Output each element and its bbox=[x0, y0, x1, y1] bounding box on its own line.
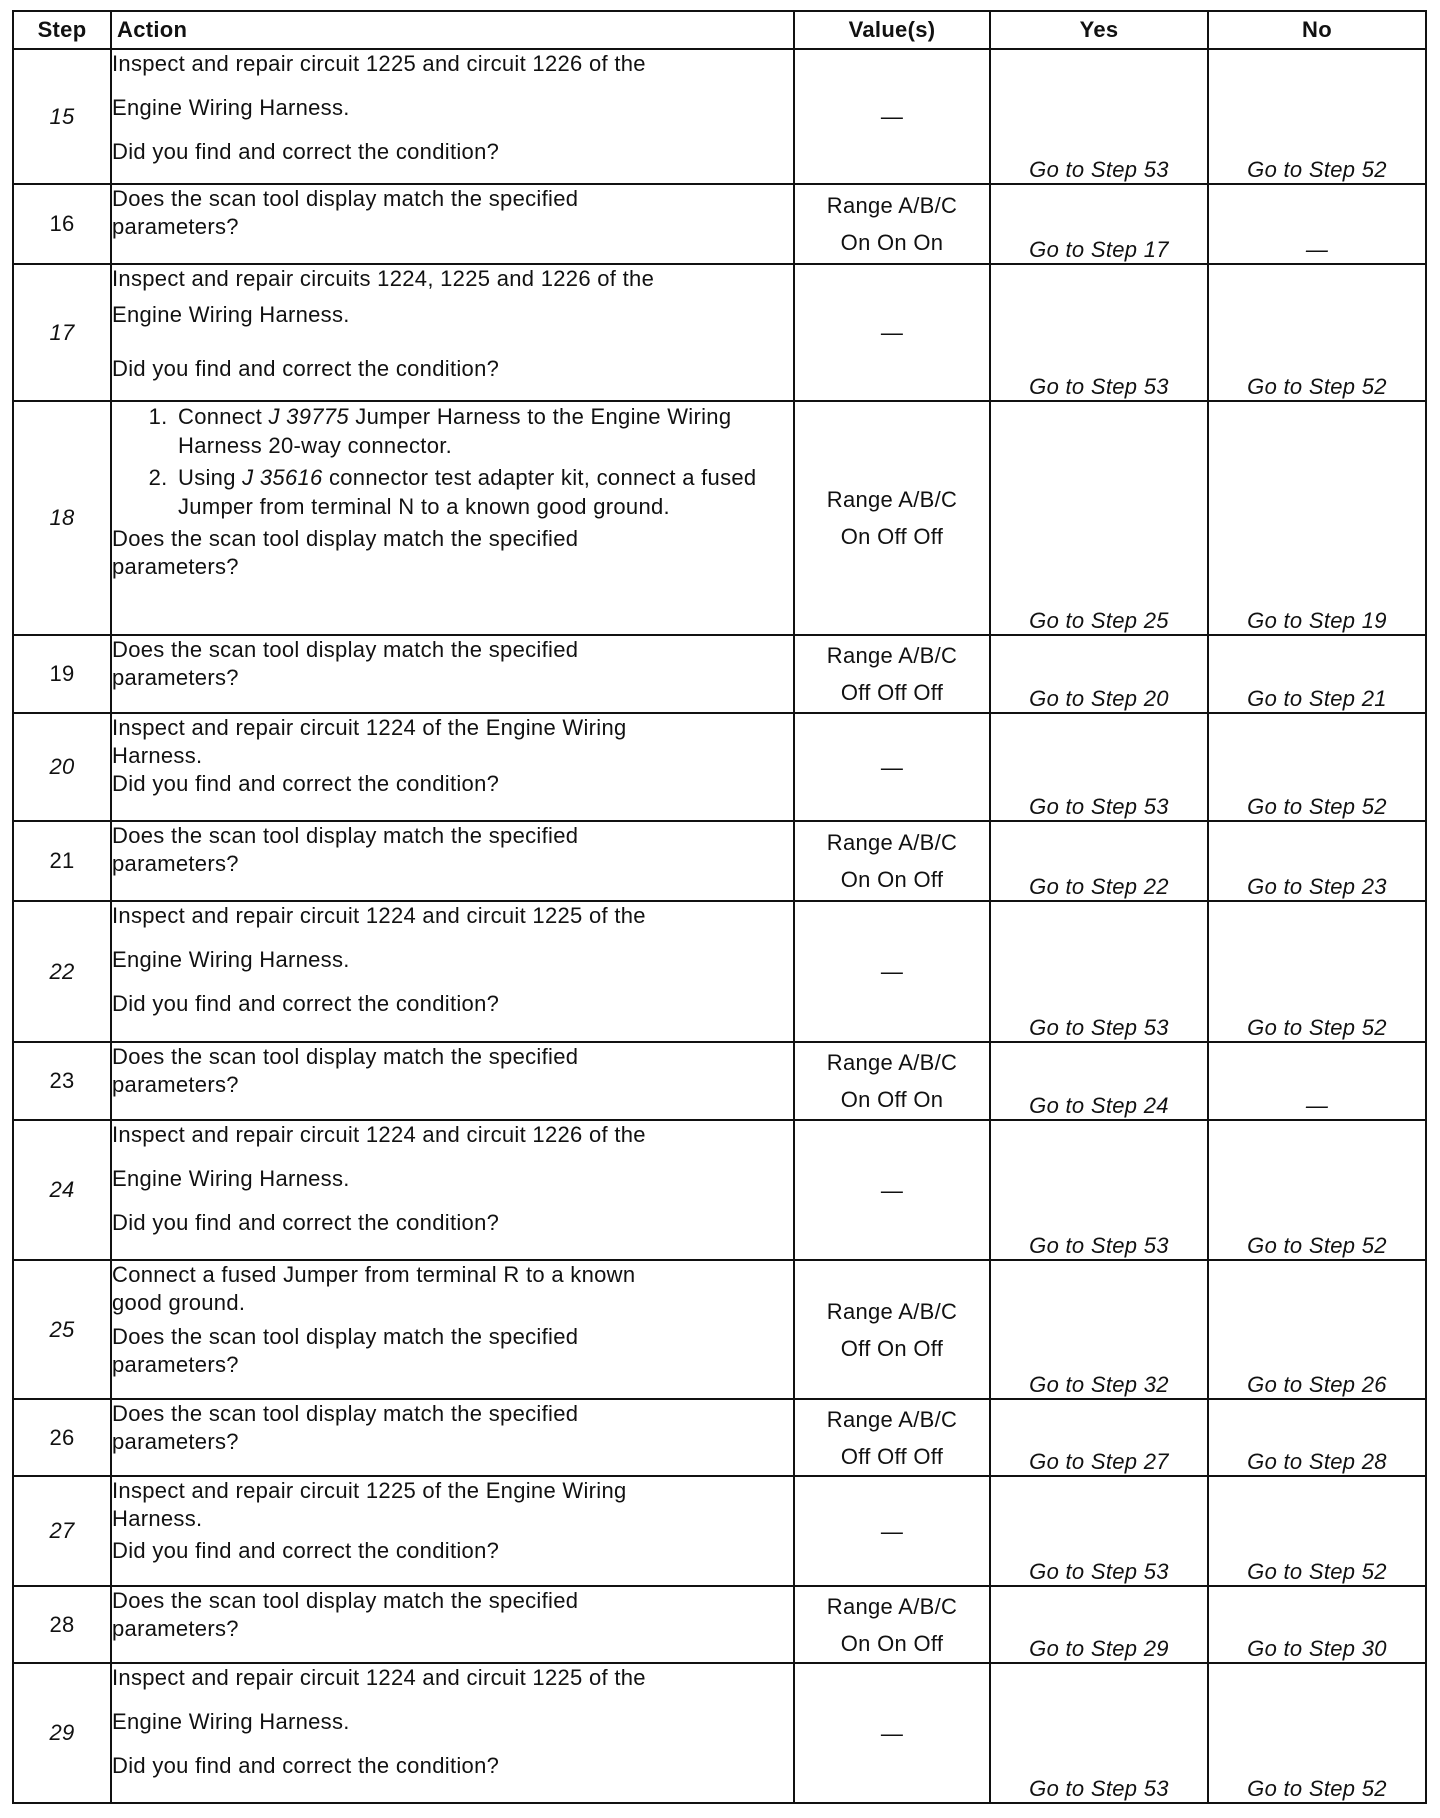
step-number: 20 bbox=[13, 713, 111, 821]
table-row bbox=[13, 49, 1426, 184]
action-question: Did you find and correct the condition? bbox=[112, 139, 500, 164]
yes-goto: Go to Step 29 bbox=[990, 1586, 1208, 1663]
values-cell bbox=[794, 713, 990, 821]
action-question: Does the scan tool display match the specified parameters? bbox=[112, 823, 579, 876]
yes-goto: Go to Step 53 bbox=[990, 1120, 1208, 1260]
values-cell bbox=[794, 1663, 990, 1803]
no-goto: — bbox=[1208, 1042, 1426, 1120]
tool-name: J 39775 bbox=[268, 404, 349, 429]
table-row bbox=[13, 1663, 1426, 1803]
value-range: Range A/B/C bbox=[826, 643, 958, 668]
action-question: Did you find and correct the condition? bbox=[112, 356, 500, 381]
action-text: Inspect and repair circuit 1224 of the Engine Wiring Harness. bbox=[112, 715, 627, 768]
yes-goto: Go to Step 22 bbox=[990, 821, 1208, 901]
action-text: Engine Wiring Harness. bbox=[112, 1709, 350, 1734]
table-row bbox=[13, 1042, 1426, 1120]
step-number: 15 bbox=[13, 49, 111, 184]
values-cell bbox=[794, 901, 990, 1042]
table-row bbox=[13, 1399, 1426, 1476]
action-text: Inspect and repair circuit 1225 of the Engine Wiring Harness. bbox=[112, 1478, 627, 1531]
diagnostic-table bbox=[12, 10, 1427, 1804]
value-dash: — bbox=[880, 1177, 904, 1203]
action-text: Inspect and repair circuit 1224 and circuit 1225 of the bbox=[112, 903, 646, 928]
value-state: Off On Off bbox=[840, 1335, 944, 1361]
values-cell bbox=[794, 401, 990, 635]
value-state: On On Off bbox=[840, 867, 944, 892]
action-question: Did you find and correct the condition? bbox=[112, 1210, 500, 1235]
value-dash: — bbox=[880, 754, 904, 780]
action-question: Does the scan tool display match the specified parameters? bbox=[112, 637, 579, 690]
yes-goto: Go to Step 25 bbox=[990, 401, 1208, 635]
no-goto: Go to Step 28 bbox=[1208, 1399, 1426, 1476]
values-cell bbox=[794, 1042, 990, 1120]
yes-goto: Go to Step 20 bbox=[990, 635, 1208, 713]
action-question: Does the scan tool display match the specified parameters? bbox=[112, 526, 579, 579]
action-cell bbox=[111, 1476, 794, 1586]
action-text: Connect a fused Jumper from terminal R to a known good ground. bbox=[112, 1262, 636, 1315]
yes-goto: Go to Step 53 bbox=[990, 901, 1208, 1042]
yes-goto: Go to Step 53 bbox=[990, 49, 1208, 184]
no-goto: Go to Step 23 bbox=[1208, 821, 1426, 901]
no-goto: Go to Step 52 bbox=[1208, 1120, 1426, 1260]
header-step: Step bbox=[13, 11, 111, 49]
tool-name: J 35616 bbox=[242, 465, 323, 490]
value-dash: — bbox=[880, 104, 904, 129]
values-cell bbox=[794, 1120, 990, 1260]
no-goto: Go to Step 52 bbox=[1208, 901, 1426, 1042]
instruction-item: 2. Using J 35616 connector test adapter kit, connect a fused Jumper from terminal N to a known good ground. bbox=[174, 463, 793, 521]
step-number: 17 bbox=[13, 264, 111, 401]
yes-goto: Go to Step 53 bbox=[990, 1663, 1208, 1803]
step-number: 27 bbox=[13, 1476, 111, 1586]
values-cell bbox=[794, 1399, 990, 1476]
value-range: Range A/B/C bbox=[826, 830, 958, 855]
action-question: Did you find and correct the condition? bbox=[112, 771, 500, 796]
value-range: Range A/B/C bbox=[826, 1406, 958, 1432]
action-cell bbox=[111, 821, 794, 901]
no-goto: Go to Step 52 bbox=[1208, 1663, 1426, 1803]
no-goto: — bbox=[1208, 184, 1426, 264]
action-question: Does the scan tool display match the specified parameters? bbox=[112, 1324, 579, 1377]
no-goto: Go to Step 52 bbox=[1208, 49, 1426, 184]
no-goto: Go to Step 21 bbox=[1208, 635, 1426, 713]
header-values: Value(s) bbox=[794, 11, 990, 49]
instruction-list bbox=[112, 402, 793, 521]
values-cell bbox=[794, 821, 990, 901]
value-state: Off Off Off bbox=[840, 680, 944, 705]
yes-goto: Go to Step 53 bbox=[990, 264, 1208, 401]
no-goto: Go to Step 52 bbox=[1208, 713, 1426, 821]
action-cell bbox=[111, 635, 794, 713]
table-row bbox=[13, 713, 1426, 821]
action-question: Does the scan tool display match the specified parameters? bbox=[112, 1401, 579, 1454]
action-text: Engine Wiring Harness. bbox=[112, 1166, 350, 1191]
header-no: No bbox=[1208, 11, 1426, 49]
action-question: Does the scan tool display match the specified parameters? bbox=[112, 186, 579, 239]
action-cell bbox=[111, 1042, 794, 1120]
values-cell bbox=[794, 1260, 990, 1399]
values-cell bbox=[794, 1476, 990, 1586]
action-text: Engine Wiring Harness. bbox=[112, 302, 350, 327]
action-cell bbox=[111, 49, 794, 184]
instruction-item: 1. Connect J 39775 Jumper Harness to the Engine Wiring Harness 20-way connector. bbox=[174, 402, 793, 460]
value-state: On Off Off bbox=[840, 524, 944, 549]
yes-goto: Go to Step 53 bbox=[990, 713, 1208, 821]
value-range: Range A/B/C bbox=[826, 487, 958, 512]
action-cell bbox=[111, 1120, 794, 1260]
value-range: Range A/B/C bbox=[826, 1050, 958, 1075]
values-cell bbox=[794, 264, 990, 401]
step-number: 18 bbox=[13, 401, 111, 635]
action-question: Does the scan tool display match the specified parameters? bbox=[112, 1044, 579, 1097]
action-cell bbox=[111, 1399, 794, 1476]
values-cell bbox=[794, 49, 990, 184]
step-number: 22 bbox=[13, 901, 111, 1042]
yes-goto: Go to Step 32 bbox=[990, 1260, 1208, 1399]
yes-goto: Go to Step 27 bbox=[990, 1399, 1208, 1476]
value-state: On On Off bbox=[840, 1630, 944, 1656]
action-cell bbox=[111, 401, 794, 635]
action-question: Did you find and correct the condition? bbox=[112, 1753, 500, 1778]
table-row bbox=[13, 635, 1426, 713]
action-question: Did you find and correct the condition? bbox=[112, 991, 500, 1016]
header-row bbox=[13, 11, 1426, 49]
step-number: 29 bbox=[13, 1663, 111, 1803]
action-cell bbox=[111, 1663, 794, 1803]
action-cell bbox=[111, 1260, 794, 1399]
action-text: Engine Wiring Harness. bbox=[112, 95, 350, 120]
yes-goto: Go to Step 24 bbox=[990, 1042, 1208, 1120]
table-row bbox=[13, 1476, 1426, 1586]
table-row bbox=[13, 821, 1426, 901]
action-cell bbox=[111, 713, 794, 821]
action-question: Did you find and correct the condition? bbox=[112, 1538, 500, 1563]
step-number: 24 bbox=[13, 1120, 111, 1260]
header-yes: Yes bbox=[990, 11, 1208, 49]
step-number: 25 bbox=[13, 1260, 111, 1399]
step-number: 19 bbox=[13, 635, 111, 713]
value-state: On On On bbox=[840, 230, 944, 255]
no-goto: Go to Step 52 bbox=[1208, 1476, 1426, 1586]
value-range: Range A/B/C bbox=[826, 1298, 958, 1324]
value-dash: — bbox=[880, 959, 904, 984]
no-goto: Go to Step 52 bbox=[1208, 264, 1426, 401]
action-cell bbox=[111, 184, 794, 264]
value-dash: — bbox=[880, 320, 904, 345]
table-row bbox=[13, 401, 1426, 635]
value-state: Off Off Off bbox=[840, 1443, 944, 1469]
value-state: On Off On bbox=[840, 1087, 944, 1112]
value-range: Range A/B/C bbox=[826, 1593, 958, 1619]
table-row bbox=[13, 1586, 1426, 1663]
step-number: 26 bbox=[13, 1399, 111, 1476]
no-goto: Go to Step 30 bbox=[1208, 1586, 1426, 1663]
value-dash: — bbox=[880, 1518, 904, 1544]
step-number: 23 bbox=[13, 1042, 111, 1120]
table-row bbox=[13, 1260, 1426, 1399]
action-text: Inspect and repair circuit 1224 and circuit 1225 of the bbox=[112, 1665, 646, 1690]
action-cell bbox=[111, 264, 794, 401]
values-cell bbox=[794, 1586, 990, 1663]
step-number: 28 bbox=[13, 1586, 111, 1663]
action-cell bbox=[111, 901, 794, 1042]
no-goto: Go to Step 26 bbox=[1208, 1260, 1426, 1399]
table-row bbox=[13, 184, 1426, 264]
action-text: Inspect and repair circuit 1224 and circuit 1226 of the bbox=[112, 1122, 646, 1147]
table-row bbox=[13, 1120, 1426, 1260]
no-goto: Go to Step 19 bbox=[1208, 401, 1426, 635]
header-action: Action bbox=[111, 11, 794, 49]
values-cell bbox=[794, 635, 990, 713]
yes-goto: Go to Step 17 bbox=[990, 184, 1208, 264]
action-text: Engine Wiring Harness. bbox=[112, 947, 350, 972]
action-question: Does the scan tool display match the specified parameters? bbox=[112, 1588, 579, 1641]
action-text: Inspect and repair circuit 1225 and circuit 1226 of the bbox=[112, 51, 646, 76]
values-cell bbox=[794, 184, 990, 264]
step-number: 21 bbox=[13, 821, 111, 901]
step-number: 16 bbox=[13, 184, 111, 264]
value-range: Range A/B/C bbox=[826, 193, 958, 218]
table-row bbox=[13, 901, 1426, 1042]
action-text: Inspect and repair circuits 1224, 1225 and 1226 of the bbox=[112, 266, 655, 291]
table-row bbox=[13, 264, 1426, 401]
value-dash: — bbox=[880, 1720, 904, 1746]
yes-goto: Go to Step 53 bbox=[990, 1476, 1208, 1586]
action-cell bbox=[111, 1586, 794, 1663]
